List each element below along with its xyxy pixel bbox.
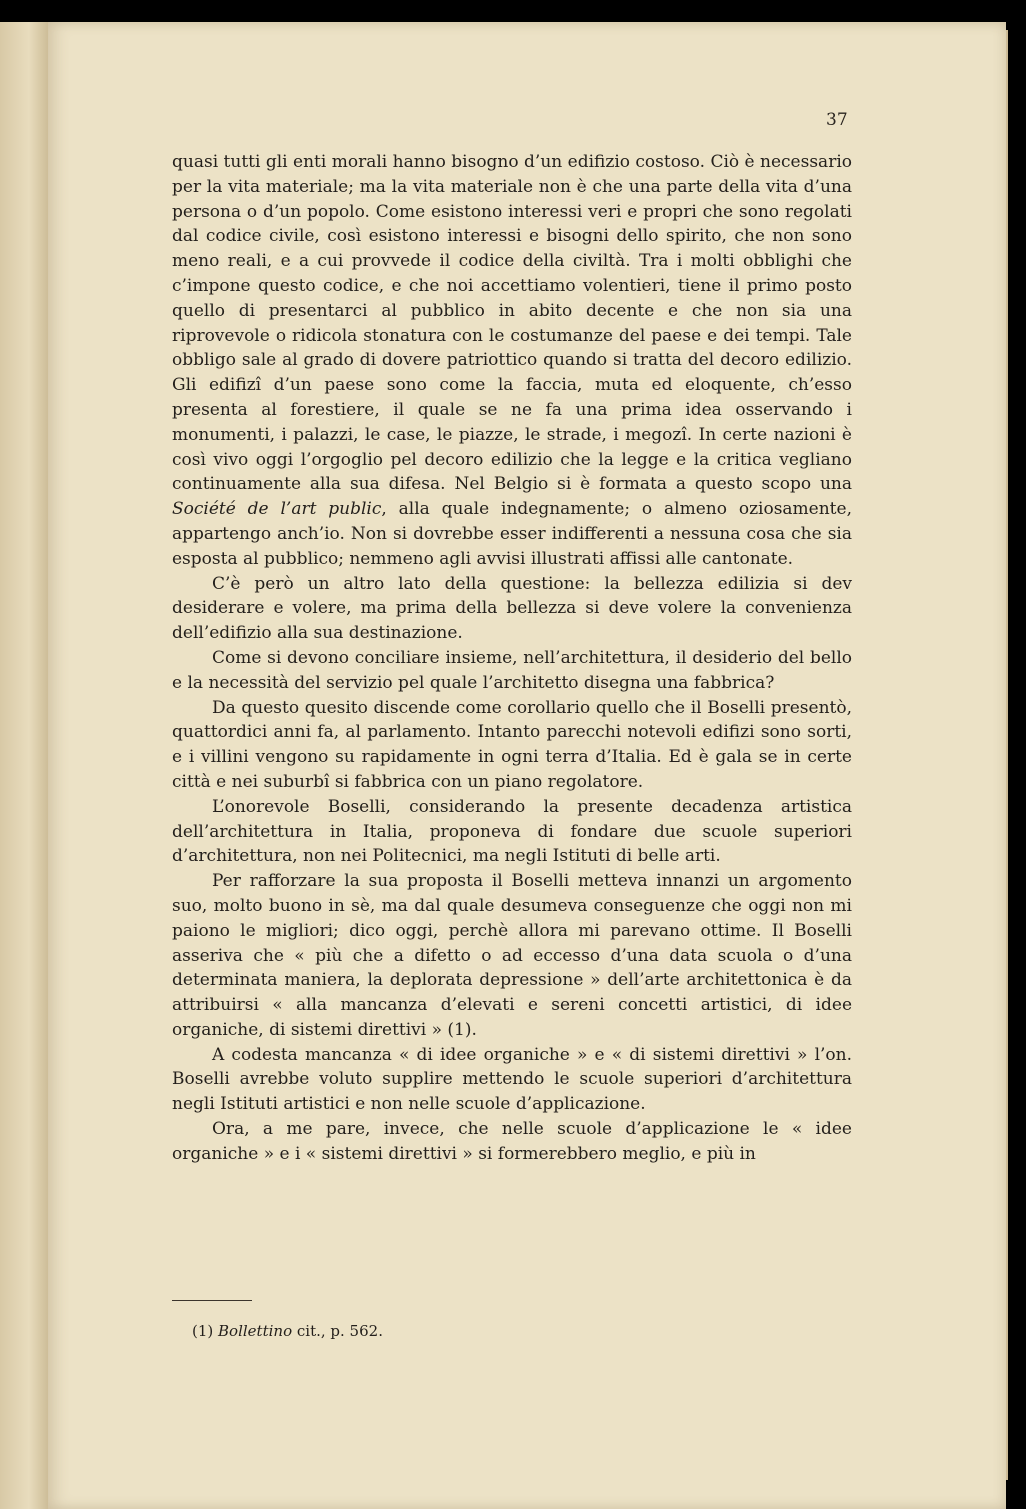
paragraph: Ora, a me pare, invece, che nelle scuole d’applicazione le « idee organiche » e i « sistemi direttivi » si formerebbero meglio, e più in <box>172 1119 852 1164</box>
paragraph: Da questo quesito discende come corollario quello che il Boselli presentò, quattordici anni fa, al parlamento. Intanto parecchi notevoli edifizi sono sorti, e i villini vengono su rapidamente in ogni terra d’Italia. Ed è gala se in certe città e nei suburbî si fabbrica con un piano regolatore. <box>172 697 852 792</box>
paragraph: Come si devono conciliare insieme, nell’architettura, il desiderio del bello e la necessità del servizio pel quale l’architetto disegna una fabbrica? <box>172 647 852 693</box>
paragraph: C’è però un altro lato della questione: la bellezza edilizia si dev desiderare e volere, ma prima della bellezza si deve volere la convenienza dell’edifizio alla sua destinazione. <box>172 573 852 644</box>
paragraph: L’onorevole Boselli, considerando la presente decadenza artistica dell’architettura in Italia, proponeva di fondare due scuole superiori d’architettura, non nei Politecnici, ma negli Istituti di belle arti. <box>172 796 852 867</box>
society-name: Société de l’art public <box>172 499 382 520</box>
footnote-marker: (1) <box>192 1322 214 1340</box>
body-text <box>172 150 852 1167</box>
paragraph-text: quasi tutti gli enti morali hanno bisogno d’un edifizio costoso. Ciò è necessario per la vita materiale; ma la vita materiale non è che una parte della vita d’una persona o d’un popolo. Come esistono interessi veri e propri che sono regolati dal codice civile, così esistono interessi e bisogni dello spirito, che non sono meno reali, e a cui provvede il codice della civiltà. Tra i molti obblighi che c’impone questo codice, e che noi accettiamo volentieri, tiene il primo posto quello di presentarci al pubblico in abito decente e che non sia una riprovevole o ridicola stonatura con le costumanze del paese e dei tempi. Tale obbligo sale al grado di dovere patriottico quando si tratta del decoro edilizio. Gli edifizî d’un paese sono come la faccia, muta ed eloquente, ch’esso presenta al forestiere, il quale se ne fa una prima idea osservando i monumenti, i palazzi, le case, le piazze, le strade, i megozî. In certe nazioni è così vivo oggi l’orgoglio pel decoro edilizio che la legge e la critica vegliano continuamente alla sua difesa. Nel Belgio si è formata a questo scopo una <box>172 152 852 495</box>
footnote-divider <box>172 1300 252 1301</box>
paragraph: Per rafforzare la sua proposta il Boselli metteva innanzi un argomento suo, molto buono in sè, ma dal quale desumeva conseguenze che oggi non mi paiono le migliori; dico oggi, perchè allora mi parevano ottime. Il Boselli asseriva che « più che a difetto o ad eccesso d’una data scuola o d’una determinata maniera, la deplorata depressione » dell’arte architettonica è da attribuirsi « alla mancanza d’elevati e sereni concetti artistici, di idee organiche, di sistemi direttivi » (1). <box>172 871 852 1040</box>
previous-page-edge <box>0 22 48 1509</box>
paragraph: A codesta mancanza « di idee organiche » e « di sistemi direttivi » l’on. Boselli avrebbe voluto supplire mettendo le scuole superiori d’architettura negli Istituti artistici e non nelle scuole d’applicazione. <box>172 1044 852 1115</box>
footnote-title: Bollettino <box>218 1322 293 1340</box>
page-number: 37 <box>826 110 848 130</box>
paragraph <box>172 150 852 572</box>
footnote <box>192 1322 383 1340</box>
paragraph-text: , alla quale indegnamente; o almeno oziosamente, appartengo anch’io. Non si dovrebbe esser indifferenti a nessuna cosa che sia esposta al pubblico; nemmeno agli avvisi illustrati affissi alle cantonate. <box>172 499 852 569</box>
footnote-text: cit., p. 562. <box>296 1322 383 1340</box>
